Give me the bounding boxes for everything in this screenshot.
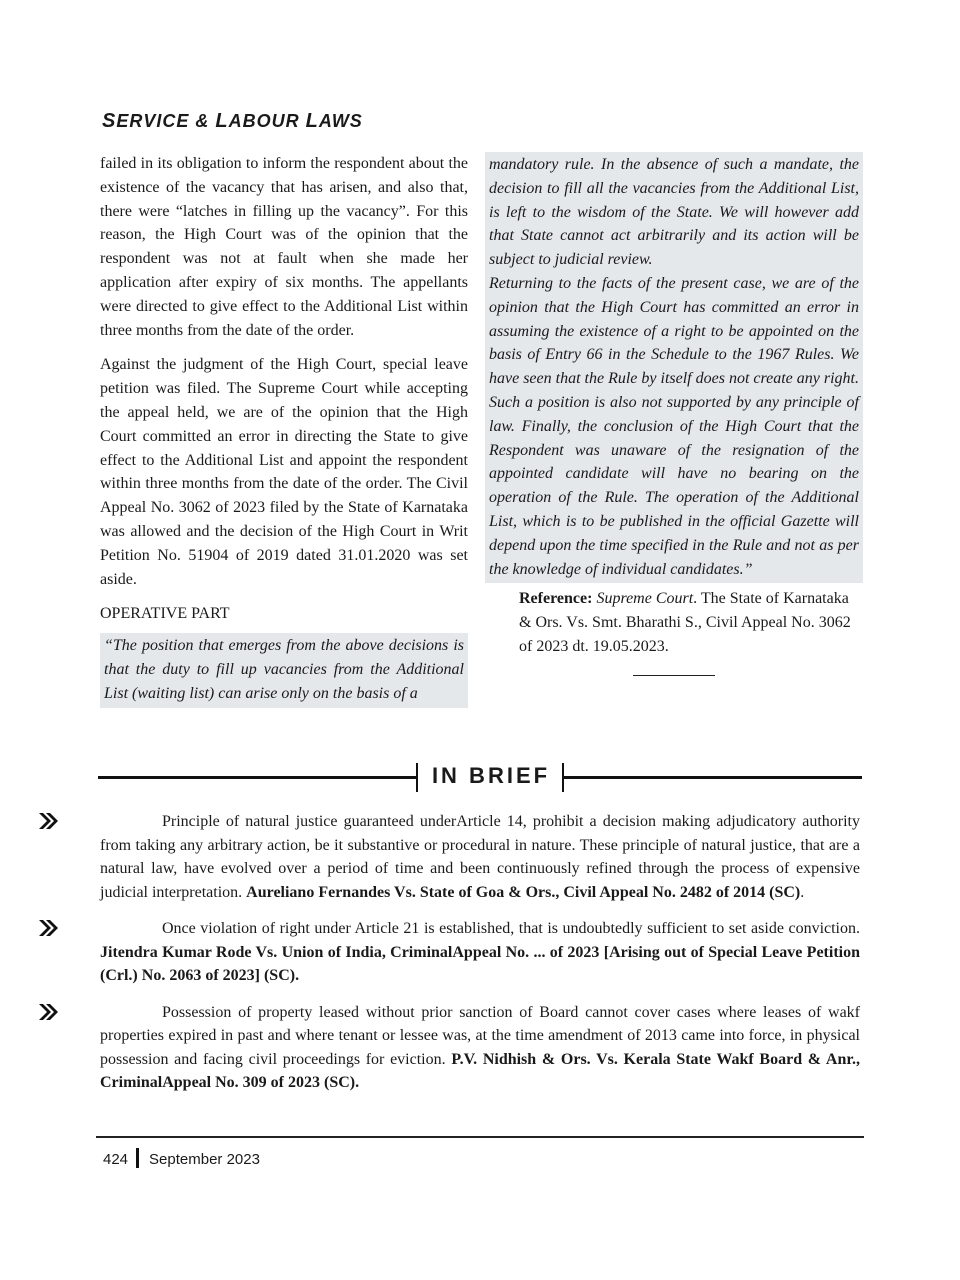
divider-tick-left — [416, 763, 418, 792]
double-chevron-icon — [38, 812, 60, 830]
brief-item: Once violation of right under Article 21 is established, that is undoubtedly sufficient to set aside conviction. Jitendra Kumar Rode Vs. Union of India, CriminalAppeal No. ... of 2023 [Arising out of Special Leave Petition (Crl.) No. 2063 of 2023] (SC). — [100, 917, 860, 988]
left-column — [100, 152, 468, 708]
divider-line-right — [564, 776, 862, 779]
brief-item: Possession of property leased without prior sanction of Board cannot cover cases where leases of wakf properties expired in past and where tenant or lessee was, at the time amendment of 2013 came into force, in physical possession and facing civil proceedings for eviction. P.V. Nidhish & Ors. Vs. Kerala State Wakf Board & Anr., CriminalAppeal No. 309 of 2023 (SC). — [100, 1001, 860, 1095]
quote-text-start: “The position that emerges from the above decisions is that the duty to fill up vacancies from the Additional List (waiting list) can arise only on the basis of a — [104, 637, 464, 702]
section-title: SERVICE & LABOUR LAWS — [102, 110, 363, 132]
operative-part-heading: OPERATIVE PART — [100, 605, 230, 623]
brief-citation: P.V. Nidhish & Ors. Vs. Kerala State Wakf Board & Anr., CriminalAppeal No. 309 of 2023 (SC). — [100, 1050, 861, 1091]
brief-citation: Aureliano Fernandes Vs. State of Goa & Ors., Civil Appeal No. 2482 of 2014 (SC) — [246, 883, 801, 901]
quote-block-continued — [485, 152, 863, 583]
footer-separator — [136, 1148, 139, 1168]
brief-item: Principle of natural justice guaranteed underArticle 14, prohibit a decision making adjudicatory authority from taking any arbitrary action, be it substantive or procedural in nature. These principle of natural justice, that are a natural law, have evolved over a period of time and been continuously refined through the process of expensive judicial interpretation. Aureliano Fernandes Vs. State of Goa & Ors., Civil Appeal No. 2482 of 2014 (SC). — [100, 810, 860, 904]
footer-rule — [96, 1136, 864, 1138]
page-footer — [103, 1150, 260, 1170]
reference-label: Reference: — [519, 590, 593, 608]
quote-text-para2: Returning to the facts of the present case, we are of the opinion that the High Court has committed an error in assuming the existence of a right to be appointed on the basis of Entry 66 in the Schedule to the 1967 Rules. We have seen that the Rule by itself does not create any right. Such a position is also not supported by any principle of law. Finally, the conclusion of the High Court that the Respondent was unaware of the resignation of the appointed candidate will have no bearing on the operation of the Rule. The operation of the Additional List, which is to be published in the official Gazette will depend upon the time specified in the Rule and not as per the knowledge of individual candidates.” — [489, 274, 859, 578]
body-paragraph-2: Against the judgment of the High Court, special leave petition was filed. The Supreme Court while accepting the appeal held, we are of the opinion that the High Court committed an error in directing the State to give effect to the Additional List and appoint the respondent within three months from the date of the order. The Civil Appeal No. 3062 of 2023 filed by the State of Karnataka was allowed and the decision of the High Court in Writ Petition No. 51904 of 2019 dated 31.01.2020 was set aside. — [100, 356, 468, 588]
quote-block-start — [100, 633, 468, 707]
body-paragraph-1: failed in its obligation to inform the respondent about the existence of the vacancy that has arisen, and also that, there were “latches in filling up the vacancy”. For this reason, the High Court was of the opinion that the respondent was not at fault when she made her application after expiry of six months. The appellants were directed to give effect to the Additional List within three months from the date of the order. — [100, 155, 468, 339]
end-rule — [633, 675, 715, 676]
in-brief-list — [100, 810, 860, 1108]
reference — [485, 587, 863, 658]
right-column — [485, 152, 863, 676]
issue-date: September 2023 — [149, 1150, 260, 1168]
reference-court: Supreme Court — [596, 590, 694, 608]
in-brief-title: IN BRIEF — [431, 763, 551, 788]
double-chevron-icon — [38, 919, 60, 937]
divider-line-left — [98, 776, 416, 779]
in-brief-header — [98, 762, 862, 794]
reference-text: . The State of Karnataka & Ors. Vs. Smt. Bharathi S., Civil Appeal No. 3062 of 2023 dt. 19.05.2023. — [519, 590, 851, 655]
double-chevron-icon — [38, 1003, 60, 1021]
quote-text-continued: mandatory rule. In the absence of such a mandate, the decision to fill all the vacancies from the Additional List, is left to the wisdom of the State. We will however add that State cannot act arbitrarily and its action will be subject to judicial review. — [489, 156, 859, 269]
brief-citation: Jitendra Kumar Rode Vs. Union of India, CriminalAppeal No. ... of 2023 [Arising out of Special Leave Petition (Crl.) No. 2063 of 2023] (SC). — [100, 943, 860, 984]
page-number: 424 — [103, 1150, 129, 1168]
